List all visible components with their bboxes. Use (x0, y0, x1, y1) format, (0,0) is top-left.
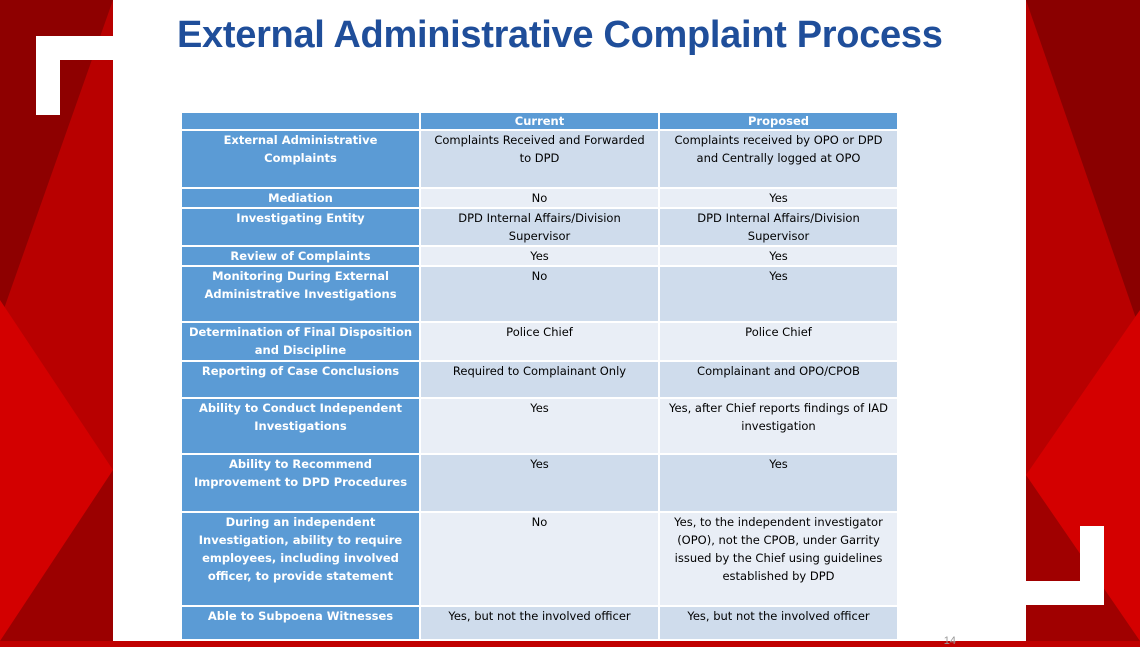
current-value: DPD Internal Affairs/Division Supervisor (420, 208, 659, 246)
proposed-value: Yes, but not the involved officer (659, 606, 898, 640)
proposed-value: Complaints received by OPO or DPD and Centrally logged at OPO (659, 130, 898, 188)
row-label: Determination of Final Disposition and Discipline (181, 322, 420, 361)
current-value: No (420, 266, 659, 322)
table-row (181, 512, 898, 606)
row-label: Reporting of Case Conclusions (181, 361, 420, 398)
header-proposed: Proposed (659, 112, 898, 130)
table-row (181, 246, 898, 266)
current-value: Police Chief (420, 322, 659, 361)
header-current: Current (420, 112, 659, 130)
row-label: Monitoring During External Administrative Investigations (181, 266, 420, 322)
row-label: Review of Complaints (181, 246, 420, 266)
row-label: Able to Subpoena Witnesses (181, 606, 420, 640)
proposed-value: Police Chief (659, 322, 898, 361)
row-label: Ability to Recommend Improvement to DPD Procedures (181, 454, 420, 512)
table-header-row (181, 112, 898, 130)
current-value: Yes, but not the involved officer (420, 606, 659, 640)
page-number: 14 (943, 635, 956, 647)
table-row (181, 361, 898, 398)
table-row (181, 130, 898, 188)
proposed-value: Yes (659, 266, 898, 322)
corner-bracket-top-left-vertical (36, 36, 60, 115)
proposed-value: Yes (659, 246, 898, 266)
decor-right-dark (1026, 0, 1140, 330)
corner-bracket-bottom-right-vertical (1080, 526, 1104, 605)
table-row (181, 322, 898, 361)
proposed-value: DPD Internal Affairs/Division Supervisor (659, 208, 898, 246)
table-row (181, 266, 898, 322)
table-row (181, 208, 898, 246)
row-label: During an independent Investigation, ability to require employees, including involved officer, to provide statement (181, 512, 420, 606)
proposed-value: Yes (659, 188, 898, 208)
row-label: Investigating Entity (181, 208, 420, 246)
table-row (181, 454, 898, 512)
proposed-value: Yes, to the independent investigator (OPO), not the CPOB, under Garrity issued by the Chief using guidelines established by DPD (659, 512, 898, 606)
current-value: Required to Complainant Only (420, 361, 659, 398)
row-label: Mediation (181, 188, 420, 208)
slide (113, 0, 1026, 647)
table-row (181, 398, 898, 454)
current-value: Complaints Received and Forwarded to DPD (420, 130, 659, 188)
header-blank (181, 112, 420, 130)
current-value: Yes (420, 454, 659, 512)
slide-title: External Administrative Complaint Process (177, 14, 943, 56)
current-value: No (420, 512, 659, 606)
current-value: Yes (420, 246, 659, 266)
decor-left-mid (0, 300, 113, 641)
table-row (181, 188, 898, 208)
row-label: External Administrative Complaints (181, 130, 420, 188)
proposed-value: Complainant and OPO/CPOB (659, 361, 898, 398)
current-value: No (420, 188, 659, 208)
row-label: Ability to Conduct Independent Investigations (181, 398, 420, 454)
proposed-value: Yes (659, 454, 898, 512)
table-row (181, 606, 898, 640)
comparison-table (180, 111, 899, 641)
proposed-value: Yes, after Chief reports findings of IAD investigation (659, 398, 898, 454)
current-value: Yes (420, 398, 659, 454)
